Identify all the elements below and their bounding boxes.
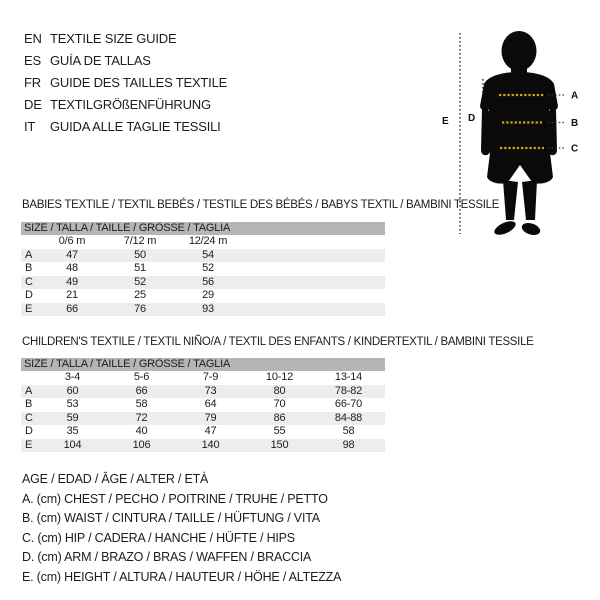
table-cell: 104 (63, 438, 82, 451)
table-row (21, 439, 385, 453)
table-cell: 40 (135, 425, 148, 437)
table-cell: 51 (134, 262, 146, 274)
row-label: E (25, 302, 33, 315)
table-cell: 52 (202, 262, 214, 274)
language-row-fr (24, 72, 227, 94)
children-section-title: CHILDREN'S TEXTILE / TEXTIL NIÑO/A / TEXTIL DES ENFANTS / KINDERTEXTIL / BAMBINI TESSILE (22, 336, 534, 348)
column-header: 0/6 m (58, 235, 86, 247)
children-size-table (21, 358, 385, 452)
corner-cell (21, 371, 38, 385)
label-d: D (468, 113, 476, 124)
size-header-bar: SIZE / TALLA / TAILLE / GRÖSSE / TAGLIA (21, 222, 385, 235)
label-e: E (442, 116, 449, 127)
table-cell: 50 (134, 248, 146, 261)
language-text: GUÍA DE TALLAS (50, 53, 151, 68)
table-row (21, 289, 385, 303)
table-row (21, 398, 385, 412)
row-label: B (25, 262, 33, 274)
language-code: ES (24, 53, 41, 68)
column-header: 10-12 (265, 371, 294, 383)
language-row-es (24, 50, 227, 72)
language-code: EN (24, 31, 42, 46)
column-header: 5-6 (133, 371, 150, 383)
table-cell: 64 (204, 398, 217, 410)
column-header-row (21, 235, 385, 249)
table-cell: 60 (66, 384, 79, 397)
label-c: C (571, 143, 579, 155)
language-text: TEXTILGRÖßENFÜHRUNG (50, 97, 211, 112)
table-cell: 54 (202, 248, 214, 261)
table-cell: 21 (66, 289, 78, 301)
table-cell: 76 (134, 302, 146, 315)
table-cell: 53 (66, 398, 79, 410)
column-header: 3-4 (64, 371, 81, 383)
table-cell: 48 (66, 262, 78, 274)
babies-size-table (21, 222, 385, 316)
table-cell: 58 (342, 425, 355, 437)
legend-item-arm: D. (cm) ARM / BRAZO / BRAS / WAFFEN / BRACCIA (22, 550, 312, 564)
language-text: GUIDA ALLE TAGLIE TESSILI (50, 119, 221, 134)
table-cell: 80 (273, 384, 286, 397)
table-cell: 140 (201, 438, 220, 451)
language-code: DE (24, 97, 42, 112)
table-cell: 47 (204, 425, 217, 437)
corner-cell (21, 235, 38, 249)
column-header: 12/24 m (188, 235, 228, 247)
row-label: B (25, 398, 33, 410)
table-cell: 55 (273, 425, 286, 437)
language-code: FR (24, 75, 41, 90)
table-row (21, 276, 385, 290)
table-row (21, 385, 385, 399)
table-cell: 86 (273, 411, 286, 424)
table-cell: 49 (66, 275, 78, 288)
size-header-bar: SIZE / TALLA / TAILLE / GRÖSSE / TAGLIA (21, 358, 385, 371)
row-label: E (25, 438, 33, 451)
language-row-de (24, 94, 227, 116)
table-cell: 84-88 (334, 411, 363, 424)
row-label: A (25, 384, 33, 397)
table-cell: 58 (135, 398, 148, 410)
table-cell: 66 (66, 302, 78, 315)
legend-item-height: E. (cm) HEIGHT / ALTURA / HAUTEUR / HÖHE / ALTEZZA (22, 569, 342, 584)
table-cell: 93 (202, 302, 214, 315)
table-cell: 98 (342, 438, 355, 451)
row-label: D (25, 289, 33, 301)
legend-item-waist: B. (cm) WAIST / CINTURA / TAILLE / HÜFTUNG / VITA (22, 511, 320, 525)
table-cell: 106 (132, 438, 151, 451)
table-cell: 73 (204, 384, 217, 397)
table-cell: 70 (273, 398, 286, 410)
row-label: D (25, 425, 33, 437)
table-cell: 72 (135, 411, 148, 424)
table-cell: 29 (202, 289, 214, 301)
label-b: B (571, 118, 579, 129)
row-label: C (25, 411, 33, 424)
column-header: 7-9 (202, 371, 219, 383)
table-cell: 56 (202, 275, 214, 288)
legend-age-line: AGE / EDAD / ÂGE / ALTER / ETÀ (22, 472, 209, 486)
row-label: A (25, 248, 33, 261)
table-cell: 150 (270, 438, 289, 451)
table-cell: 35 (66, 425, 79, 437)
label-a: A (571, 90, 579, 102)
table-cell: 66 (135, 384, 148, 397)
language-text: TEXTILE SIZE GUIDE (50, 31, 177, 46)
table-row (21, 262, 385, 276)
column-header-row (21, 371, 385, 385)
language-list (24, 28, 227, 138)
table-cell: 66-70 (334, 398, 363, 410)
legend-item-hip: C. (cm) HIP / CADERA / HANCHE / HÜFTE / HIPS (22, 530, 295, 545)
table-row (21, 303, 385, 317)
language-code: IT (24, 119, 36, 134)
babies-section-title: BABIES TEXTILE / TEXTIL BEBÉS / TESTILE DES BÉBÉS / BABYS TEXTIL / BAMBINI TESSILE (22, 199, 500, 211)
legend-item-chest: A. (cm) CHEST / PECHO / POITRINE / TRUHE / PETTO (22, 491, 328, 506)
measurement-legend (22, 470, 341, 587)
table-row (21, 412, 385, 426)
table-cell: 59 (66, 411, 79, 424)
table-cell: 78-82 (334, 384, 363, 397)
table-cell: 47 (66, 248, 78, 261)
table-cell: 25 (134, 289, 146, 301)
column-header: 7/12 m (123, 235, 157, 247)
row-label: C (25, 275, 33, 288)
table-cell: 79 (204, 411, 217, 424)
language-row-en (24, 28, 227, 50)
table-row (21, 249, 385, 263)
column-header: 13-14 (334, 371, 363, 383)
table-row (21, 425, 385, 439)
language-text: GUIDE DES TAILLES TEXTILE (50, 75, 228, 90)
table-cell: 52 (134, 275, 146, 288)
language-row-it (24, 116, 227, 138)
